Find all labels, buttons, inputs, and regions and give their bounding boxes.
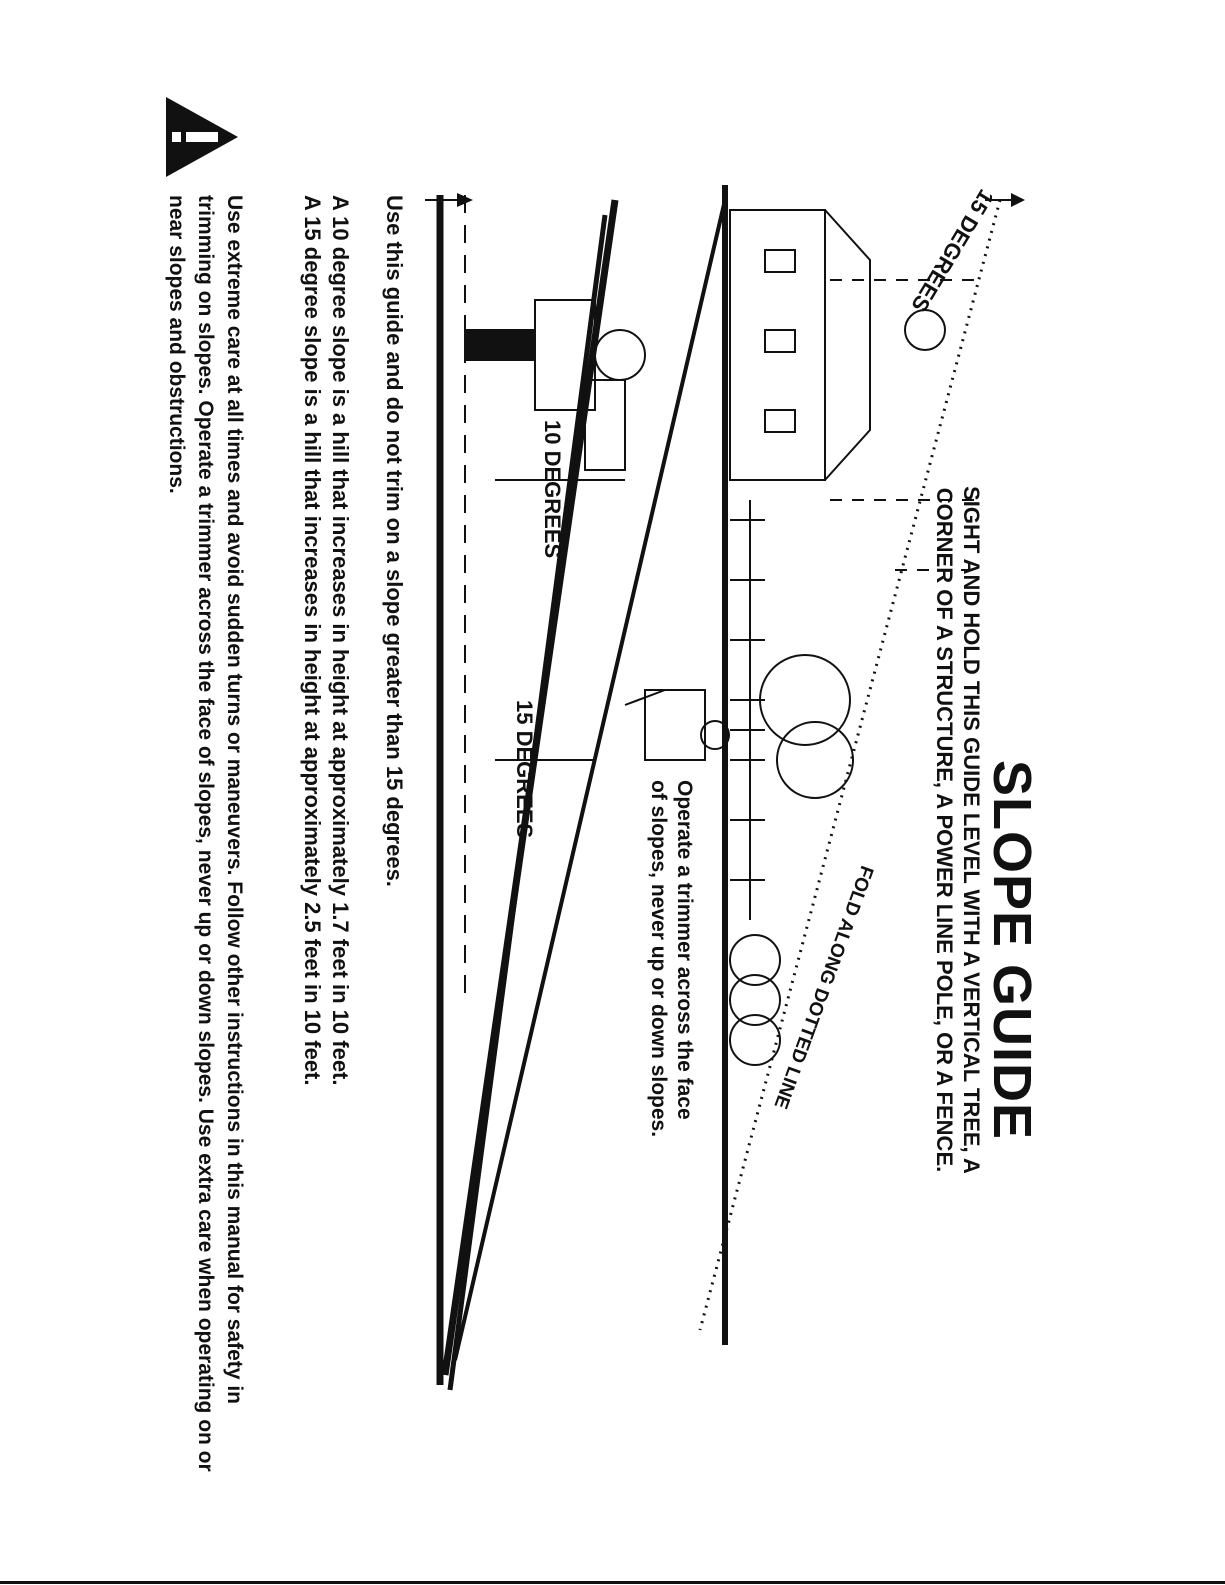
sun-drawing <box>905 310 945 350</box>
fold-label: FOLD ALONG DOTTED LINE <box>769 862 877 1112</box>
person-with-trimmer <box>625 690 729 760</box>
page-title: SLOPE GUIDE <box>982 760 1042 1141</box>
use-note: Use this guide and do not trim on a slope greater than 15 degrees. <box>382 195 407 887</box>
label-15-degrees: 15 DEGREES <box>512 700 537 839</box>
fence-drawing <box>730 500 765 920</box>
bush-drawing-3 <box>730 1015 780 1065</box>
definition-10-degree: A 10 degree slope is a hill that increases in height at approximately 1.7 feet in 10 feet. <box>328 195 353 1086</box>
sighting-instruction: SIGHT AND HOLD THIS GUIDE LEVEL WITH A VERTICAL TREE, A CORNER OF A STRUCTURE, A POWER LINE POLE, OR A FENCE. <box>932 486 984 1174</box>
bottom-rule <box>0 1581 1225 1584</box>
label-10-degrees: 10 DEGREES <box>540 420 565 559</box>
house-drawing <box>730 210 870 480</box>
operate-note: Operate a trimmer across the face of slopes, never up or down slopes. <box>647 780 696 1138</box>
bush-drawing-1 <box>730 935 780 985</box>
bush-drawing-2 <box>730 975 780 1025</box>
care-note: Use extreme care at all times and avoid sudden turns or maneuvers. Follow other instructions in this manual for safety in trimming on slopes. Operate a trimmer across the face of slopes, never up or down slopes. Use extra care when operating on or near slopes and obstructions. <box>165 195 246 1472</box>
definition-15-degree: A 15 degree slope is a hill that increases in height at approximately 2.5 feet in 10 feet. <box>300 195 325 1086</box>
vertex-arrow-top <box>1011 193 1025 207</box>
top-angle-label: 15 DEGREES <box>906 185 999 317</box>
tree-drawing <box>730 655 853 798</box>
warning-triangle-icon <box>164 95 240 179</box>
